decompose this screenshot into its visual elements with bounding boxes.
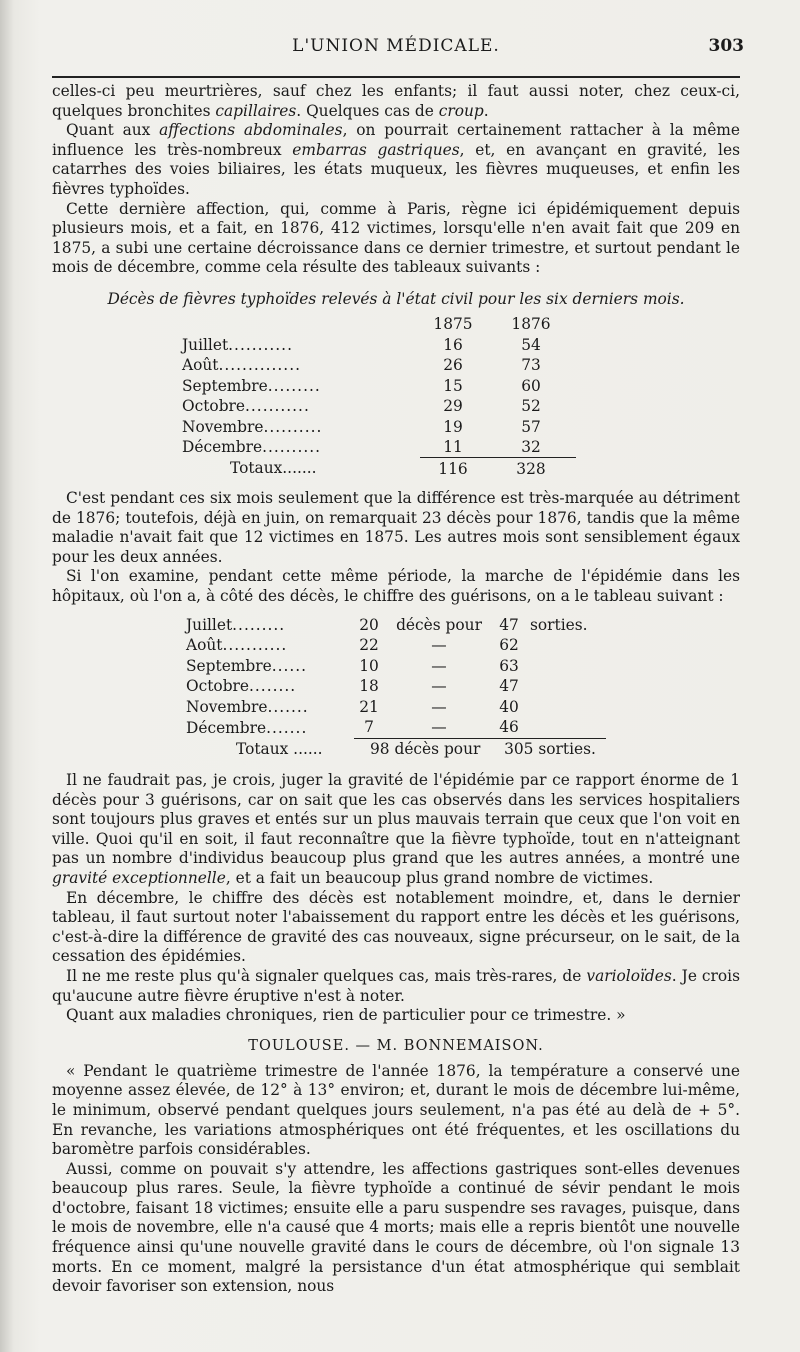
paragraph-8	[52, 967, 740, 1006]
row-month: Août	[182, 356, 219, 375]
paragraph-7: En décembre, le chiffre des décès est notablement moindre, et, dans le dernier tableau, il faut surtout noter l'abaissement du rapport entre les décès et les guérisons, c'est-à-dire la différence de gravité des cas nouveaux, signe précurseur, on le sait, de la cessation des épidémies.	[52, 888, 740, 966]
value-1876: 32	[521, 438, 541, 457]
paragraph-11: Aussi, comme on pouvait s'y attendre, les affections gastriques sont-elles devenues beaucoup plus rares. Seule, la fièvre typhoïde a continué de sévir pendant le mois d'octobre, faisant 18 victimes; ensuite elle a paru suspendre ses ravages, puisque, dans le mois de novembre, elle n'a causé que 4 morts; mais elle a repris bientôt une nouvelle fréquence ainsi qu'une nouvelle gravité dans le cours de décembre, où l'on signale 13 morts. En ce moment, malgré la persistance d'un état atmosphérique qui semblait devoir favoriser son extension, nous	[52, 1159, 740, 1296]
value-1875: 29	[443, 397, 463, 416]
value-1875: 26	[443, 356, 463, 375]
row-month: Octobre	[182, 397, 246, 416]
total-exits: 305 sorties.	[494, 738, 606, 759]
table-row	[186, 656, 606, 677]
value-1875: 16	[443, 335, 463, 354]
total-1875: 116	[420, 458, 486, 479]
para2-text-3: , et, en avançant en gravité, les catarrhes des voies biliaires, les états muqueux, les fièvres muqueuses, et enfin les fièvres typhoïdes.	[52, 140, 740, 198]
ditto-mark: —	[431, 656, 447, 675]
leader-dots: ...........	[245, 397, 310, 416]
ditto-mark: —	[431, 677, 447, 696]
paragraph-3: Cette dernière affection, qui, comme à Paris, règne ici épidémiquement depuis plusieurs mois, et a fait, en 1876, 412 victimes, lorsqu'elle n'en avait fait que 209 en 1875, a subi une certaine décroissance dans ce dernier trimestre, et surtout pendant le mois de décembre, comme cela résulte des tableaux suivants :	[52, 199, 740, 277]
deaths-value: 10	[359, 656, 379, 675]
paragraph-9: Quant aux maladies chroniques, rien de particulier pour ce trimestre. »	[66, 1006, 626, 1025]
table-row	[186, 676, 606, 697]
leader-dots: ...........	[228, 335, 293, 354]
exits-suffix: sorties.	[530, 615, 588, 634]
value-1876: 60	[521, 376, 541, 395]
row-month: Novembre	[182, 417, 264, 436]
total-label: Totaux ......	[236, 739, 323, 758]
para2-text-2: , on pourrait certainement rattacher à la même influence les très-nombreux	[52, 121, 741, 159]
para2-text-1: Quant aux	[66, 121, 160, 140]
exits-value: 46	[499, 718, 519, 737]
table2-total-row	[186, 738, 606, 759]
row-month: Août	[186, 636, 223, 655]
table-row	[186, 697, 606, 718]
total-label: Totaux.......	[230, 459, 317, 478]
ditto-mark: —	[431, 636, 447, 655]
table1-total-row	[182, 458, 576, 479]
leader-dots: ...........	[222, 636, 288, 655]
para8-text-2: . Je crois qu'aucune autre fièvre éruptive n'est à noter.	[52, 966, 740, 1005]
table-row	[182, 437, 576, 458]
value-1875: 11	[443, 438, 463, 457]
para8-emphasis-1: varioloïdes	[586, 966, 672, 985]
leader-dots: .......	[266, 718, 308, 737]
year-1876-header: 1876	[511, 315, 551, 334]
row-month: Juillet	[186, 615, 233, 634]
row-month: Octobre	[186, 677, 250, 696]
exits-value: 47	[499, 677, 519, 696]
deaths-value: 21	[359, 697, 379, 716]
paragraph-2	[52, 121, 740, 199]
para6-text-1: Il ne faudrait pas, je crois, juger la gravité de l'épidémie par ce rapport énorme de 1 décès pour 3 guérisons, car on sait que les cas observés dans les services hospitaliers sont toujours plus graves et entés sur un plus mauvais terrain que ceux que l'on voit en ville. Quoi qu'il en soit, il faut reconnaître que la fièvre typhoïde, tout en n'atteignant pas un nombre d'individus beaucoup plus grand que les autres années, a montré une	[52, 771, 740, 868]
deaths-value: 18	[359, 677, 379, 696]
paragraph-4: C'est pendant ces six mois seulement que la différence est très-marquée au détriment de 1876; toutefois, déjà en juin, on remarquait 23 décès pour 1876, tandis que la même maladie n'avait fait que 12 victimes en 1875. Les autres mois sont sensiblement égaux pour les deux années.	[52, 488, 740, 566]
running-title: L'UNION MÉDICALE.	[292, 36, 500, 56]
row-month: Juillet	[182, 335, 229, 354]
page-header	[52, 32, 744, 68]
row-month: Novembre	[186, 697, 268, 716]
row-month: Décembre	[182, 438, 263, 457]
value-1875: 19	[443, 417, 463, 436]
table-deaths-civil	[182, 314, 576, 479]
para6-emphasis-1: gravité exceptionnelle	[52, 868, 226, 887]
value-1876: 73	[521, 356, 541, 375]
deaths-suffix: décès pour	[396, 615, 482, 634]
exits-value: 47	[499, 615, 519, 634]
para6-text-2: , et a fait un beaucoup plus grand nombre de victimes.	[225, 868, 654, 887]
exits-value: 40	[499, 697, 519, 716]
leader-dots: .........	[232, 615, 286, 634]
exits-value: 63	[499, 656, 519, 675]
table-row	[182, 334, 576, 355]
paragraph-10: « Pendant le quatrième trimestre de l'année 1876, la température a conservé une moyenne assez élevée, de 12° à 13° environ; et, durant le mois de décembre lui-même, le minimum, observé pendant quelques jours seulement, n'a pas été au delà de + 5°. En revanche, les variations atmosphériques ont été fréquentes, et les oscillations du baromètre parfois considérables.	[52, 1061, 740, 1159]
row-month: Septembre	[182, 376, 268, 395]
leader-dots: .......	[267, 697, 309, 716]
value-1875: 15	[443, 376, 463, 395]
deaths-value: 7	[364, 718, 374, 737]
deaths-value: 22	[359, 636, 379, 655]
value-1876: 54	[521, 335, 541, 354]
header-rule	[52, 76, 740, 78]
ditto-mark: —	[431, 697, 447, 716]
para1-emphasis-2: croup	[438, 101, 484, 120]
ditto-mark: —	[431, 718, 447, 737]
leader-dots: ..........	[263, 417, 323, 436]
table1-header-row	[182, 314, 576, 335]
table-row	[182, 355, 576, 376]
page-content	[52, 32, 744, 1297]
value-1876: 52	[521, 397, 541, 416]
para1-text-1: celles-ci peu meurtrières, sauf chez les enfants; il faut aussi noter, chez ceux-ci, quelques bronchites	[52, 82, 740, 120]
table-row	[186, 635, 606, 656]
leader-dots: ......	[271, 656, 308, 675]
total-deaths: 98 décès pour	[354, 738, 494, 759]
table-hospital	[186, 615, 606, 760]
para8-text-1: Il ne me reste plus qu'à signaler quelques cas, mais très-rares, de	[66, 966, 587, 985]
table-row	[186, 717, 606, 738]
total-1876: 328	[486, 458, 576, 479]
page-number: 303	[708, 36, 744, 56]
leader-dots: ..........	[262, 438, 322, 457]
leader-dots: ..............	[218, 356, 301, 375]
paragraph-1	[52, 82, 740, 121]
leader-dots: .........	[267, 376, 321, 395]
leader-dots: ........	[249, 677, 297, 696]
table-row	[186, 615, 606, 636]
para2-emphasis-2: embarras gastriques	[292, 140, 460, 159]
para1-emphasis-1: capillaires	[215, 101, 297, 120]
table-row	[182, 375, 576, 396]
para1-text-3: .	[483, 101, 489, 120]
row-month: Septembre	[186, 656, 272, 675]
year-1875-header: 1875	[433, 315, 473, 334]
table-row	[182, 416, 576, 437]
section-heading: TOULOUSE. — M. BONNEMAISON.	[248, 1037, 544, 1054]
exits-value: 62	[499, 636, 519, 655]
table-row	[182, 396, 576, 417]
para1-text-2: . Quelques cas de	[296, 101, 439, 120]
paragraph-5: Si l'on examine, pendant cette même période, la marche de l'épidémie dans les hôpitaux, où l'on a, à côté des décès, le chiffre des guérisons, on a le tableau suivant :	[52, 567, 740, 605]
row-month: Décembre	[186, 718, 267, 737]
deaths-value: 20	[359, 615, 379, 634]
value-1876: 57	[521, 417, 541, 436]
paragraph-6	[52, 771, 740, 889]
table1-caption: Décès de fièvres typhoïdes relevés à l'état civil pour les six derniers mois.	[107, 289, 685, 308]
para2-emphasis-1: affections abdominales	[159, 121, 343, 140]
